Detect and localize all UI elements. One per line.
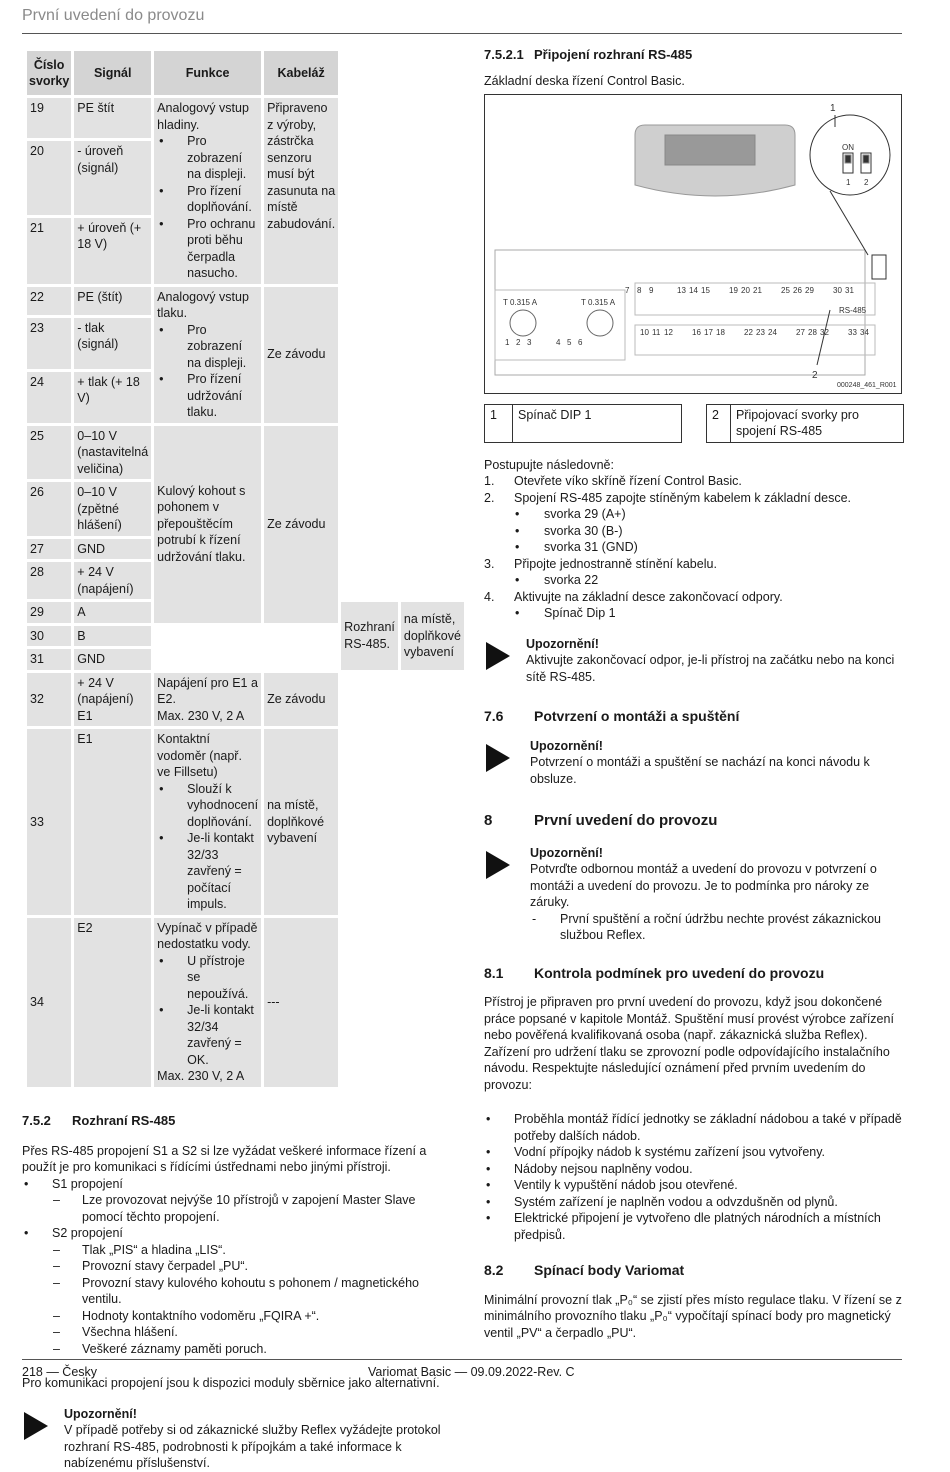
terminal-no: 26 [27,482,71,536]
list-item: • Elektrické připojení je vytvořeno dle platných národních a místních předpisů. [484,1210,904,1243]
list-item: – Lze provozovat nejvýše 10 přístrojů v zapojení Master Slave pomocí těchto propojení. [22,1192,442,1225]
list-item: • Je-li kontakt 32/33 zavřený = počítací impuls. [157,830,258,913]
terminal-no: 31 [27,649,71,670]
terminal-label: 25 [781,285,790,295]
note-box [484,738,904,788]
left-column [22,48,461,1472]
list-item: 3. Připojte jednostranně stínění kabelu. [484,556,717,571]
terminal-label: 20 [741,285,750,295]
list-item: – Provozní stavy kulového kohoutu s pohonem / magnetického ventilu. [22,1275,442,1308]
terminal-label: 8 [637,285,642,295]
footer-document: Variomat Basic — 09.09.2022-Rev. C [368,1365,575,1379]
legend-text: Připojovací svorky pro spojení RS-485 [735,407,859,439]
signal-cell: 0–10 V (nastavitelná veličina) [74,426,151,480]
terminal-no: 19 [27,98,71,138]
function-cell: Rozhraní RS-485. [341,602,398,670]
list-item: 2. Spojení RS-485 zapojte stíněným kabelem k základní desce. [484,490,851,505]
terminal-label: 3 [527,337,532,347]
function-cell [154,729,261,915]
signal-cell: + 24 V (napájení) [74,562,151,599]
terminal-no: 22 [27,287,71,315]
terminal-no: 28 [27,562,71,599]
terminal-label: 24 [768,327,777,337]
function-cell [154,918,261,1087]
list-item: • Slouží k vyhodnocení doplňování. [157,781,258,831]
terminal-no: 33 [27,729,71,915]
terminal-no: 25 [27,426,71,480]
list-item: • Ventily k vypuštění nádob jsou otevřené. [484,1177,904,1194]
terminal-label: 13 [677,285,686,295]
legend-number: 2 [707,405,731,442]
control-board-drawing [485,95,901,393]
rs485-label: RS-485 [839,305,867,315]
signal-cell: E2 [74,918,151,1087]
terminal-label: 6 [578,337,583,347]
legend-number: 1 [485,405,513,442]
section-heading: 7.5.2.1 Připojení rozhraní RS-485 [484,47,693,62]
function-cell [154,287,261,423]
callout-1: 1 [830,102,836,114]
list-item: – Všechna hlášení. [22,1324,442,1341]
col-header-cabling: Kabeláž [264,51,338,95]
terminal-label: 12 [664,327,673,337]
legend-text: Spínač DIP 1 [518,407,592,422]
col-header-function: Funkce [154,51,261,95]
signal-cell: + 24 V (napájení) E1 [74,673,151,727]
cabling-cell: Ze závodu [264,426,338,623]
warning-arrow-icon [24,1412,48,1440]
section-heading: 8 První uvedení do provozu [484,812,718,830]
paragraph: Přes RS-485 propojení S1 a S2 si lze vyžádat veškeré informace řízení a použít je pro komunikaci s řídícími ústřednami nebo jinými přístroji. [22,1143,427,1175]
table-row [27,287,464,315]
note-box [484,845,904,944]
list-item: • Pro ochranu proti běhu čerpadla nasucho. [157,216,258,282]
note-title: Upozornění! [530,738,603,753]
figure-legend [484,404,904,443]
function-title: Analogový vstup hladiny. [157,101,249,132]
cabling-cell: --- [264,918,338,1087]
terminal-label: 29 [805,285,814,295]
footer-page: 218 — Česky [22,1365,98,1379]
list-item: – Veškeré záznamy paměti poruch. [22,1341,442,1358]
paragraph: Postupujte následovně: [484,457,614,472]
terminal-label: 22 [744,327,753,337]
terminal-label: 9 [649,285,654,295]
page-header-title: První uvedení do provozu [22,7,205,24]
table-row [27,673,464,727]
note-title: Upozornění! [526,636,599,651]
signal-cell: A [74,602,151,623]
dip-on-label: ON [842,142,854,152]
signal-cell: B [74,626,151,647]
list-item: • svorka 22 [484,572,904,589]
list-item: • Systém zařízení je naplněn vodou a odvzdušněn od plynů. [484,1194,904,1211]
terminal-no: 34 [27,918,71,1087]
list-item: – Provozní stavy čerpadel „PU“. [22,1258,442,1275]
list-item: • Pro řízení udržování tlaku. [157,371,258,421]
col-header-signal: Signál [74,51,151,95]
terminal-label: 30 [833,285,842,295]
terminal-no: 20 [27,141,71,214]
function-title: Vypínač v případě nedostatku vody. [157,920,258,951]
warning-arrow-icon [486,851,510,879]
table-row [27,426,464,480]
note-title: Upozornění! [64,1406,137,1421]
function-cell [154,673,261,727]
table-row [27,918,464,1087]
signal-cell: PE (štít) [74,287,151,315]
cabling-cell: Ze závodu [264,287,338,423]
right-column [484,46,904,1341]
note-text: V případě potřeby si od zákaznické služby Reflex vyžádejte protokol rozhraní RS-485, podrobnosti k přípojkám a také informace k nabízenému příslušenství. [64,1423,441,1471]
list-item: • U přístroje se nepoužívá. [157,953,258,1003]
terminal-label: 21 [753,285,762,295]
list-item: • Je-li kontakt 32/34 zavřený = OK. [157,1002,258,1068]
signal-cell: GND [74,539,151,560]
table-row [27,98,464,138]
list-item: • Proběhla montáž řídící jednotky se základní nádobou a také v případě potřeby dalších nádob. [484,1111,904,1144]
terminal-label: 4 [556,337,561,347]
paragraph: Základní deska řízení Control Basic. [484,74,685,89]
callout-2: 2 [812,369,818,381]
note-box [484,636,904,686]
cabling-cell: na místě, doplňkové vybavení [401,602,464,670]
signal-cell: + úroveň (+ 18 V) [74,218,151,284]
function-cell: Kulový kohout s pohonem v přepouštěcím potrubí k řízení udržování tlaku. [154,426,261,623]
terminal-no: 21 [27,218,71,284]
terminal-label: 18 [716,327,725,337]
terminal-label: 23 [756,327,765,337]
list-item: 4. Aktivujte na základní desce zakončovací odpory. [484,589,783,604]
list-item: – Hodnoty kontaktního vodoměru „FQIRA +“. [22,1308,442,1325]
terminal-label: 33 [848,327,857,337]
terminal-label: 32 [820,327,829,337]
dip-1-label: 1 [846,177,851,187]
function-cell [154,98,261,284]
legend-item [484,404,682,443]
list-item: • Vodní přípojky nádob k systému zařízení jsou vytvořeny. [484,1144,904,1161]
section-heading: 8.1 Kontrola podmínek pro uvedení do provozu [484,964,825,981]
signal-cell: - úroveň (signál) [74,141,151,214]
list-item: • Pro řízení doplňování. [157,183,258,216]
paragraph: Minimální provozní tlak „P₀“ se zjistí přes místo regulace tlaku. V řízení se z minimálního provozního tlaku „P₀“ vypočítají spínací body pro magnetický ventil „PV“ a čerpadlo „PU“. [484,1292,902,1340]
section-heading: 7.6 Potvrzení o montáži a spuštění [484,708,740,725]
terminal-no: 27 [27,539,71,560]
figure-code: 000248_461_R001 [837,381,897,389]
legend-item [706,404,904,443]
terminal-label: 16 [692,327,701,337]
list-item: • Pro zobrazení na displeji. [157,322,258,372]
function-line: Max. 230 V, 2 A [157,708,245,723]
col-header-terminal: Číslo svorky [27,51,71,95]
table-row [27,626,464,647]
terminal-label: 5 [567,337,572,347]
fuse-2-label: T 0.315 A [581,297,616,307]
signal-cell: - tlak (signál) [74,318,151,369]
note-text: Potvrzení o montáži a spuštění se nachází na konci návodu k obsluze. [530,755,870,786]
note-text: Potvrďte odbornou montáž a uvedení do provozu v potvrzení o montáži a uvedení do provozu. Je to podmínka pro nároky ze záruky. [530,862,877,910]
function-line: Napájení pro E1 a E2. [157,675,258,706]
terminal-no: 24 [27,372,71,423]
section-heading: 8.2 Spínací body Variomat [484,1262,685,1279]
footer-divider [22,1359,902,1360]
section-heading: 7.5.2 Rozhraní RS-485 [22,1112,176,1128]
terminal-label: 19 [729,285,738,295]
list-item: • Pro zobrazení na displeji. [157,133,258,183]
signal-cell: + tlak (+ 18 V) [74,372,151,423]
list-item: • S1 propojení [22,1176,442,1193]
terminal-label: 15 [701,285,710,295]
terminal-label: 17 [704,327,713,337]
dip-2-label: 2 [864,177,869,187]
note-title: Upozornění! [530,845,603,860]
table-row [27,649,464,670]
terminal-no: 23 [27,318,71,369]
terminal-label: 14 [689,285,698,295]
terminal-label: 28 [808,327,817,337]
terminal-label: 10 [640,327,649,337]
warning-arrow-icon [486,642,510,670]
terminal-label: 27 [796,327,805,337]
list-item: • Nádoby nejsou naplněny vodou. [484,1161,904,1178]
terminal-label: 2 [516,337,521,347]
control-board-figure [484,94,902,394]
terminal-label: 7 [625,285,630,295]
cabling-cell: Ze závodu [264,673,338,727]
cabling-cell: Připraveno z výroby, zástrčka senzoru musí být zasunuta na místě zabudování. [264,98,338,284]
terminal-label: 34 [860,327,869,337]
terminal-label: 1 [505,337,510,347]
warning-arrow-icon [486,744,510,772]
section-7-5-2 [22,1112,442,1472]
list-item: 1. Otevřete víko skříně řízení Control Basic. [484,474,742,489]
signal-cell: PE štít [74,98,151,138]
paragraph: Pro komunikaci propojení jsou k dispozici moduly sběrnice jako alternativní. [22,1376,440,1391]
table-row [27,729,464,915]
function-title: Analogový vstup tlaku. [157,289,249,320]
signal-cell: 0–10 V (zpětné hlášení) [74,482,151,536]
note-text: Aktivujte zakončovací odpor, je-li přístroj na začátku nebo na konci sítě RS-485. [526,653,895,684]
list-item: • svorka 29 (A+) [484,506,904,523]
list-item: • svorka 30 (B-) [484,523,904,540]
header-divider [22,33,902,34]
signal-cell: GND [74,649,151,670]
terminal-no: 30 [27,626,71,647]
terminal-label: 26 [793,285,802,295]
paragraph: Přístroj je připraven pro první uvedení do provozu, když jsou dokončené práce popsané v kapitole Montáž. Spuštění musí provést výrobce zařízení nebo pověřená kvalifikovaná osoba (např. zákaznická služba Reflex). Zařízení pro udržení tlaku se zprovozní podle odpovídajícího instalačního návodu. Respektujte následující oznámení před prvním uvedením do provozu: [484,995,894,1092]
list-item: - První spuštění a roční údržbu nechte provést zákaznickou službou Reflex. [532,911,882,943]
function-line: Max. 230 V, 2 A [157,1069,245,1083]
list-item: • Spínač Dip 1 [484,605,904,622]
list-item: • S2 propojení [22,1225,442,1242]
list-item: – Tlak „PIS“ a hladina „LIS“. [22,1242,442,1259]
terminal-label: 11 [652,327,661,337]
terminal-no: 32 [27,673,71,727]
terminal-no: 29 [27,602,71,623]
fuse-1-label: T 0.315 A [503,297,538,307]
note-box [22,1406,442,1472]
cabling-cell: na místě, doplňkové vybavení [264,729,338,915]
function-title: Kontaktní vodoměr (např. ve Fillsetu) [157,732,242,779]
terminal-table [24,48,467,1090]
list-item: • svorka 31 (GND) [484,539,904,556]
signal-cell: E1 [74,729,151,915]
terminal-label: 31 [845,285,854,295]
